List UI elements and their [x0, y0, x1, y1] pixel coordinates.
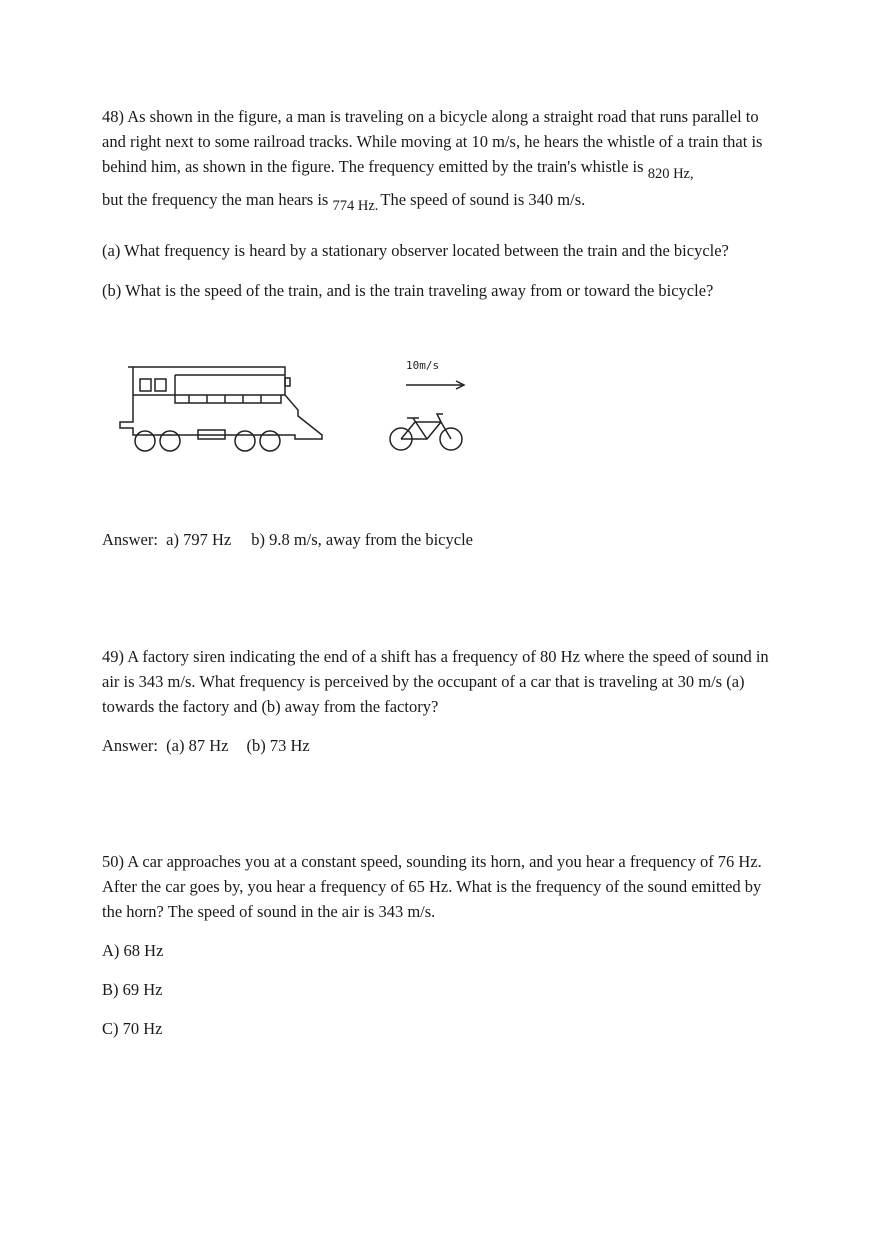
q50-option-c: C) 70 Hz [102, 1019, 163, 1038]
q50-option-b: B) 69 Hz [102, 980, 163, 999]
q48-answer-a: a) 797 Hz [166, 530, 232, 549]
q48-emitted-frequency: 820 Hz, [647, 166, 694, 182]
q49-answer-b: (b) 73 Hz [246, 736, 310, 755]
q49-answer-label: Answer: [102, 736, 158, 755]
q48-heard-frequency: 774 Hz. [332, 198, 379, 214]
q50-text: 50) A car approaches you at a constant speed, sounding its horn, and you hear a frequency of 76 Hz. After the car goes by, you hear a frequency of 65 Hz. What is the frequency of the sound emitted by the horn? The speed of sound in the air is 343 m/s. [102, 852, 762, 921]
q49-answer [102, 735, 310, 757]
q50-option-a: A) 68 Hz [102, 941, 164, 960]
q48-intro: 48) As shown in the figure, a man is traveling on a bicycle along a straight road that runs parallel to and right next to some railroad tracks. While moving at 10 m/s, he hears the whistle of a train that is behind him, as shown in the figure. The frequency emitted by the train's whistle is [102, 107, 763, 176]
q49-text: 49) A factory siren indicating the end of a shift has a frequency of 80 Hz where the speed of sound in air is 343 m/s. What frequency is perceived by the occupant of a car that is traveling at 30 m/s (a) towards the factory and (b) away from the factory? [102, 647, 769, 716]
bicycle-speed-label: 10m/s [406, 359, 440, 372]
q48-part-b: (b) What is the speed of the train, and is the train traveling away from or toward the bicycle? [102, 281, 714, 300]
q48-answer-label: Answer: [102, 530, 158, 549]
q48-line2-prefix: but the frequency the man hears is [102, 190, 329, 209]
q48-line2-suffix: The speed of sound is 340 m/s. [380, 190, 586, 209]
q48-line2 [102, 189, 585, 212]
bicycle-drawing [390, 414, 462, 450]
q48-answer [102, 529, 473, 551]
q49-answer-a: (a) 87 Hz [166, 736, 229, 755]
q48-answer-b: b) 9.8 m/s, away from the bicycle [251, 530, 473, 549]
train-bicycle-figure [115, 350, 475, 470]
q48-text [102, 104, 782, 181]
q48-part-a: (a) What frequency is heard by a stationary observer located between the train and the bicycle? [102, 241, 729, 260]
train-drawing [120, 367, 322, 451]
